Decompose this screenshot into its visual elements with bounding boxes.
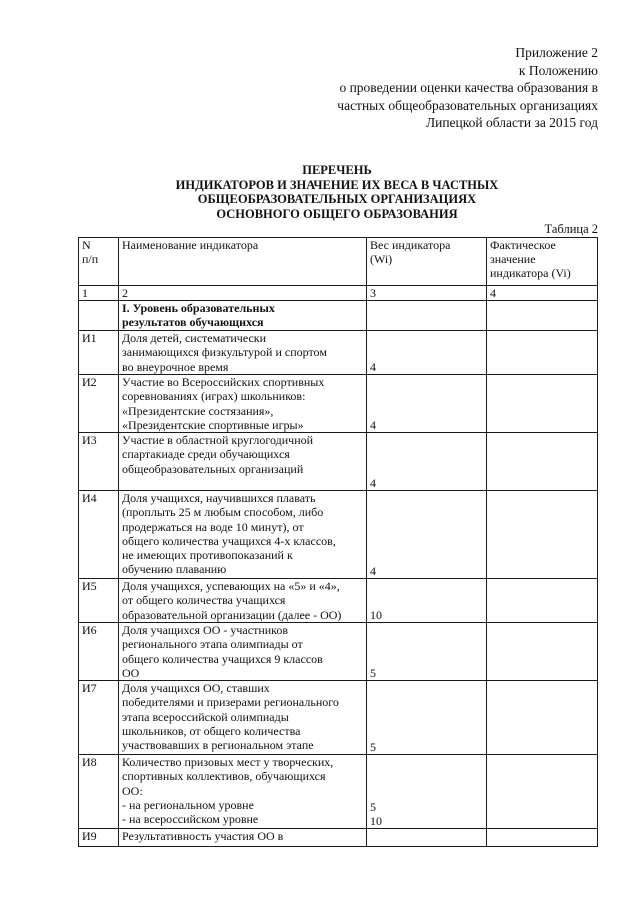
table-row — [79, 681, 598, 755]
indicator-name-line: образовательной организации (далее - ОО) — [122, 607, 342, 622]
indicator-name-line: обучению плаванию — [122, 562, 227, 577]
section-actual-cell — [487, 301, 598, 331]
section-line: I. Уровень образовательных — [122, 301, 275, 316]
indicator-name — [119, 623, 367, 681]
appendix-line: частных общеобразовательных организациях — [337, 97, 598, 113]
header-actual-line: Фактическое — [490, 238, 556, 252]
table-label: Таблица 2 — [544, 222, 598, 236]
numbering-cell: 3 — [367, 286, 487, 301]
indicator-name-line: Доля учащихся, научившихся плавать — [122, 491, 316, 506]
numbering-cell: 1 — [79, 286, 119, 301]
document-title — [78, 163, 596, 221]
header-weight-line: (Wi) — [370, 252, 393, 267]
indicator-name-line: от общего количества учащихся — [122, 593, 286, 608]
indicator-id: И6 — [79, 623, 119, 681]
indicator-weight — [367, 579, 487, 623]
section-row — [79, 301, 598, 331]
indicator-weight-value: 4 — [370, 564, 376, 578]
indicator-name — [119, 375, 367, 433]
indicator-weight — [367, 755, 487, 829]
indicator-id: И1 — [79, 331, 119, 375]
indicator-weight-value: 10 — [370, 814, 382, 828]
indicator-actual — [487, 375, 598, 433]
indicator-name — [119, 681, 367, 755]
indicator-actual — [487, 681, 598, 755]
table-row — [79, 579, 598, 623]
indicator-name-line: общего количества учащихся 4-х классов, — [122, 533, 336, 548]
table-row — [79, 623, 598, 681]
indicator-name-line: Доля учащихся ОО, ставших — [122, 681, 270, 696]
table-row — [79, 433, 598, 491]
indicator-actual — [487, 491, 598, 579]
indicator-name — [119, 491, 367, 579]
indicator-name-line: не имеющих противопоказаний к — [122, 548, 293, 563]
table-row — [79, 375, 598, 433]
indicator-weight-value: 5 — [370, 740, 376, 754]
appendix-line: о проведении оценки качества образования в — [339, 80, 598, 95]
section-title — [119, 301, 367, 331]
indicator-name-line: школьников, от общего количества — [122, 723, 301, 738]
indicator-weight — [367, 829, 487, 847]
indicator-weight — [367, 433, 487, 491]
indicator-name-line: «Президентские спортивные игры» — [122, 417, 304, 432]
indicator-weight-value: 10 — [370, 608, 382, 622]
indicator-name — [119, 755, 367, 829]
indicator-id: И4 — [79, 491, 119, 579]
indicator-weight-value: 4 — [370, 476, 376, 490]
table-row — [79, 829, 598, 847]
indicator-weight — [367, 681, 487, 755]
table-row — [79, 331, 598, 375]
header-actual-line: индикатора (Vi) — [490, 266, 571, 281]
section-num-cell — [79, 301, 119, 331]
indicator-actual — [487, 755, 598, 829]
indicator-name-line: занимающихся физкультурой и спортом — [122, 345, 327, 360]
section-line: результатов обучающихся — [122, 315, 264, 330]
indicator-actual — [487, 829, 598, 847]
header-name-line: Наименование индикатора — [122, 238, 259, 252]
appendix-block — [178, 44, 598, 132]
indicator-weight — [367, 375, 487, 433]
indicator-name-line: Количество призовых мест у творческих, — [122, 755, 334, 770]
indicator-name — [119, 331, 367, 375]
table-row — [79, 491, 598, 579]
indicator-name-line: Участие во Всероссийских спортивных — [122, 375, 325, 390]
indicator-name-line: Результативность участия ОО в — [122, 829, 284, 844]
indicator-name-line: ОО: — [122, 783, 143, 798]
indicator-name-line: этапа всероссийской олимпиады — [122, 709, 289, 724]
indicator-actual — [487, 331, 598, 375]
table-row — [79, 755, 598, 829]
numbering-row — [79, 286, 598, 301]
indicator-id: И9 — [79, 829, 119, 847]
indicator-name-line: «Президентские состязания», — [122, 403, 274, 418]
indicator-weight-value: 4 — [370, 418, 376, 432]
indicator-name — [119, 829, 367, 847]
indicator-name-line: во внеурочное время — [122, 359, 229, 374]
numbering-cell: 4 — [487, 286, 598, 301]
appendix-line: Приложение 2 — [515, 45, 598, 60]
indicator-weight-value: 5 — [370, 799, 376, 814]
indicator-name-line: - на всероссийском уровне — [122, 812, 259, 827]
indicators-table — [78, 237, 598, 847]
header-num-line: N — [82, 238, 91, 252]
indicator-id: И2 — [79, 375, 119, 433]
appendix-line: к Положению — [518, 62, 598, 78]
indicator-name-line: ОО — [122, 665, 140, 680]
indicator-name-line: соревнованиях (играх) школьников: — [122, 389, 306, 404]
indicator-weight-value: 5 — [370, 666, 376, 680]
header-name — [119, 238, 367, 286]
indicator-name — [119, 579, 367, 623]
indicator-name-line: спартакиаде среди обучающихся — [122, 447, 290, 462]
indicator-name — [119, 433, 367, 491]
indicator-name-line: - на региональном уровне — [122, 797, 254, 812]
indicator-actual — [487, 579, 598, 623]
title-line: ОСНОВНОГО ОБЩЕГО ОБРАЗОВАНИЯ — [216, 206, 458, 221]
indicator-name-line: Доля учащихся, успевающих на «5» и «4», — [122, 579, 340, 594]
indicator-id: И3 — [79, 433, 119, 491]
title-line: ИНДИКАТОРОВ И ЗНАЧЕНИЕ ИХ ВЕСА В ЧАСТНЫХ — [175, 177, 499, 192]
indicator-id: И5 — [79, 579, 119, 623]
indicator-weight — [367, 331, 487, 375]
indicator-id: И7 — [79, 681, 119, 755]
indicator-name-line: продержаться на воде 10 минут), от — [122, 519, 304, 534]
header-weight — [367, 238, 487, 286]
indicator-actual — [487, 623, 598, 681]
indicator-name-line: победителями и призерами регионального — [122, 695, 339, 710]
header-actual — [487, 238, 598, 286]
header-row — [79, 238, 598, 286]
indicator-name-line: участвовавших в региональном этапе — [122, 738, 314, 753]
indicator-name-line: Доля детей, систематически — [122, 331, 267, 346]
indicator-name-line: общего количества учащихся 9 классов — [122, 651, 323, 666]
header-num — [79, 238, 119, 286]
indicator-name-line: общеобразовательных организаций — [122, 461, 304, 476]
indicator-actual — [487, 433, 598, 491]
numbering-cell: 2 — [119, 286, 367, 301]
header-actual-line: значение — [490, 252, 536, 267]
indicator-name-line: (проплыть 25 м любым способом, либо — [122, 505, 324, 520]
indicator-id: И8 — [79, 755, 119, 829]
indicator-weight — [367, 491, 487, 579]
title-line: ОБЩЕОБРАЗОВАТЕЛЬНЫХ ОРГАНИЗАЦИЯХ — [197, 192, 477, 206]
appendix-line: Липецкой области за 2015 год — [425, 115, 598, 130]
header-weight-line: Вес индикатора — [370, 238, 451, 252]
title-line: ПЕРЕЧЕНЬ — [302, 163, 372, 177]
indicator-name-line: Доля учащихся ОО - участников — [122, 623, 289, 638]
header-num-line: п/п — [82, 252, 99, 267]
indicator-name-line: регионального этапа олимпиады от — [122, 637, 303, 652]
indicator-weight — [367, 623, 487, 681]
section-weight-cell — [367, 301, 487, 331]
indicator-name-line: Участие в областной круглогодичной — [122, 433, 314, 448]
indicator-weight-value: 4 — [370, 360, 376, 374]
indicator-name-line: спортивных коллективов, обучающихся — [122, 769, 326, 784]
